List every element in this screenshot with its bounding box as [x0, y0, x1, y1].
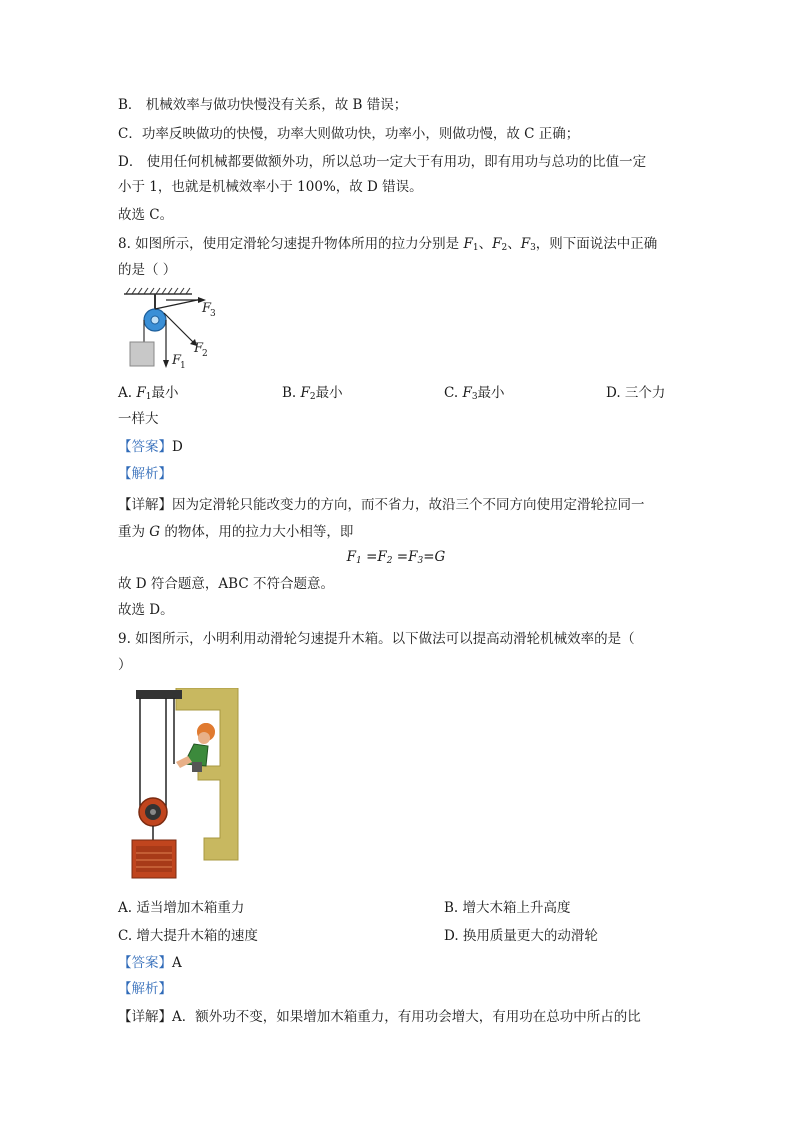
q8-conclusion: 故 D 符合题意，ABC 不符合题意。: [118, 576, 334, 592]
q8-detail-line2: 重为 G 的物体，用的拉力大小相等，即: [118, 524, 354, 540]
q8-option-d-continued: 一样大: [118, 411, 159, 427]
q9-option-c: C. 增大提升木箱的速度: [118, 928, 258, 944]
q8-selection: 故选 D。: [118, 602, 174, 618]
q8-detail-line1: 【详解】因为定滑轮只能改变力的方向，而不省力，故沿三个不同方向使用定滑轮拉同一: [118, 497, 645, 513]
q7-option-b-explanation: B． 机械效率与做功快慢没有关系，故 B 错误；: [118, 97, 408, 113]
q8-option-c: C. $F_3$最小: [444, 385, 505, 402]
q9-detail-line1: 【详解】A．额外功不变，如果增加木箱重力，有用功会增大，有用功在总功中所占的比: [118, 1009, 641, 1025]
label-f1: F: [172, 353, 182, 368]
q9-analysis-tag: 【解析】: [118, 981, 172, 997]
label-f1-sub: 1: [180, 361, 186, 371]
q9-stem-line2: ）: [118, 657, 132, 673]
q9-stem-line1: 9. 如图所示，小明利用动滑轮匀速提升木箱。以下做法可以提高动滑轮机械效率的是（: [118, 631, 635, 647]
label-f3-sub: 3: [210, 309, 216, 319]
movable-pulley-figure: [128, 688, 240, 880]
label-f2: F: [194, 341, 204, 356]
answer-tag: 【答案】: [118, 955, 172, 971]
q8-option-b: B. $F_2$最小: [282, 385, 343, 402]
label-f2-sub: 2: [202, 349, 208, 359]
q8-stem-line2: 的是（ ）: [118, 262, 177, 278]
q8-option-a: A. $F_1$最小: [118, 385, 179, 402]
label-f3: F: [202, 301, 212, 316]
q9-option-b: B. 增大木箱上升高度: [444, 900, 571, 916]
q8-option-d: D. 三个力: [606, 385, 666, 401]
answer-tag: 【答案】: [118, 439, 172, 455]
q7-option-d-explanation-line2: 小于 1，也就是机械效率小于 100%，故 D 错误。: [118, 179, 423, 195]
q9-answer: 【答案】A: [118, 955, 182, 971]
q8-analysis-tag: 【解析】: [118, 466, 172, 482]
q8-stem-line1: 8. 如图所示，使用定滑轮匀速提升物体所用的拉力分别是 $F_1$、$F_2$、$F_3$，则下面说法中正确: [118, 236, 658, 253]
q8-formula: $F_1 =F_2 =F_3=G$: [346, 549, 446, 566]
q7-option-c-explanation: C．功率反映做功的快慢，功率大则做功快，功率小，则做功慢，故 C 正确；: [118, 126, 580, 142]
q8-answer: 【答案】D: [118, 439, 183, 455]
q9-option-d: D. 换用质量更大的动滑轮: [444, 928, 598, 944]
fixed-pulley-figure: [118, 286, 228, 374]
q9-option-a: A. 适当增加木箱重力: [118, 900, 245, 916]
q7-selection: 故选 C。: [118, 207, 174, 223]
q7-option-d-explanation-line1: D． 使用任何机械都要做额外功，所以总功一定大于有用功，即有用功与总功的比值一定: [118, 154, 647, 170]
